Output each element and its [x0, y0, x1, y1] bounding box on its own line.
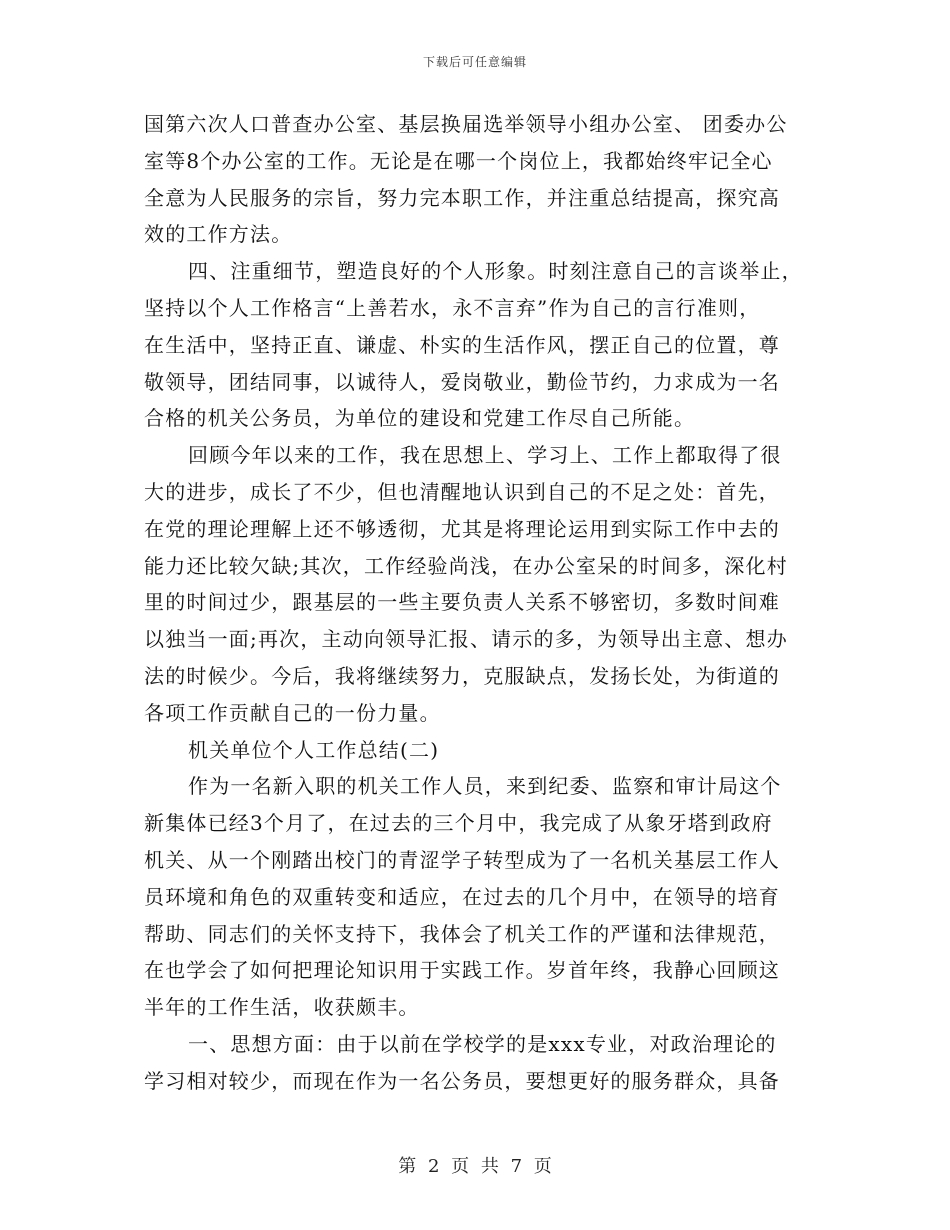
text-line: 坚持以个人工作格言“上善若水，永不言弃”作为自己的言行准则，: [144, 295, 761, 320]
text-line: 法的时候少。今后，我将继续努力，克服缺点，发扬长处，为街道的: [144, 663, 780, 688]
text-line: 各项工作贡献自己的一份力量。: [144, 700, 441, 725]
text-line: 机关、从一个刚踏出校门的青涩学子转型成为了一名机关基层工作人: [144, 847, 780, 872]
text-line: 能力还比较欠缺;其次，工作经验尚浅，在办公室呆的时间多，深化村: [144, 553, 788, 578]
text-line: 员环境和角色的双重转变和适应，在过去的几个月中，在领导的培育: [144, 884, 780, 909]
text-line: 在生活中，坚持正直、谦虚、朴实的生活作风，摆正自己的位置，尊: [144, 332, 780, 357]
text-line: 敬领导，团结同事，以诚待人，爱岗敬业，勤俭节约，力求成为一名: [144, 369, 780, 394]
text-line: 在党的理论理解上还不够透彻，尤其是将理论运用到实际工作中去的: [144, 516, 780, 541]
text-line: 合格的机关公务员，为单位的建设和党建工作尽自己所能。: [144, 406, 696, 431]
text-line: 回顾今年以来的工作，我在思想上、学习上、工作上都取得了很: [188, 443, 782, 468]
text-line: 作为一名新入职的机关工作人员，来到纪委、监察和审计局这个: [188, 774, 782, 799]
text-line: 室等8个办公室的工作。无论是在哪一个岗位上，我都始终牢记全心: [144, 148, 773, 173]
text-line: 四、注重细节，塑造良好的个人形象。时刻注意自己的言谈举止，: [188, 259, 803, 284]
page-number-footer: 第 2 页 共 7 页: [398, 1156, 552, 1177]
text-line: 全意为人民服务的宗旨，努力完本职工作，并注重总结提高，探究高: [144, 185, 780, 210]
text-line: 在也学会了如何把理论知识用于实践工作。岁首年终，我静心回顾这: [144, 958, 780, 983]
text-line: 半年的工作生活，收获颇丰。: [144, 995, 420, 1020]
text-line: 机关单位个人工作总结(二): [188, 737, 440, 762]
text-line: 帮助、同志们的关怀支持下，我体会了机关工作的严谨和法律规范，: [144, 921, 780, 946]
text-line: 一、思想方面：由于以前在学校学的是xxx专业，对政治理论的: [188, 1031, 777, 1056]
text-line: 学习相对较少，而现在作为一名公务员，要想更好的服务群众，具备: [144, 1068, 780, 1093]
text-line: 效的工作方法。: [144, 222, 293, 247]
text-line: 大的进步，成长了不少，但也清醒地认识到自己的不足之处：首先，: [144, 479, 780, 504]
page-header-note: 下载后可任意编辑: [422, 55, 527, 69]
text-line: 新集体已经3个月了，在过去的三个月中，我完成了从象牙塔到政府: [144, 811, 773, 836]
document-body: [144, 106, 810, 1100]
text-line: 国第六次人口普查办公室、基层换届选举领导小组办公室、 团委办公: [144, 112, 788, 136]
text-line: 以独当一面;再次，主动向领导汇报、请示的多，为领导出主意、想办: [144, 627, 788, 652]
text-line: 里的时间过少，跟基层的一些主要负责人关系不够密切，多数时间难: [144, 590, 780, 615]
